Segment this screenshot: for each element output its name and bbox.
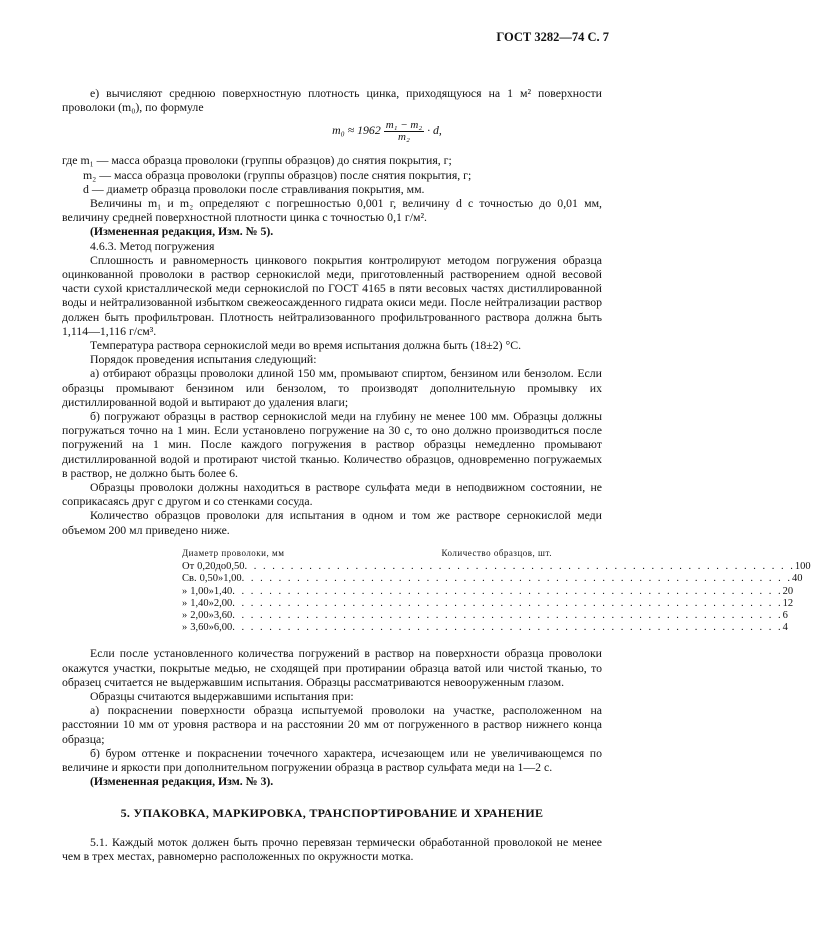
row-from: 1,40	[190, 597, 209, 609]
row-from: 3,60	[190, 622, 209, 634]
paragraph: Температура раствора сернокислой меди во время испытания должна быть (18±2) °С.	[90, 338, 522, 353]
row-to: 6,00	[213, 622, 233, 634]
dot-leader: . . . . . . . . . . . . . . . . . . . . . . . . . . . . . . . . . . . . . . . . . . . . . . . . . . . . . . . . . . . .	[241, 573, 792, 585]
table-row	[182, 585, 794, 598]
row-count: 6	[782, 609, 788, 621]
row-from: 0,50	[199, 573, 218, 585]
row-to: 0,50	[226, 561, 245, 573]
page-header: ГОСТ 3282—74 С. 7	[496, 30, 609, 44]
row-count: 40	[791, 573, 803, 585]
row-prefix: »	[182, 609, 188, 621]
dot-leader: . . . . . . . . . . . . . . . . . . . . . . . . . . . . . . . . . . . . . . . . . . . . . . . . . . . . . . . . . . . .	[232, 585, 783, 597]
row-to: 1,00	[223, 573, 242, 585]
row-prefix: От	[182, 561, 195, 573]
paragraph: а) покраснении поверхности образца испытуемой проволоки на участке, расположенном на расстоянии 10 мм от уровня раствора и на расстоянии 20 мм от погруженного в раствор нижнего конца образца;	[62, 703, 602, 746]
subsection-title: 4.6.3. Метод погружения	[90, 238, 215, 253]
row-to: 3,60	[213, 609, 233, 621]
row-sep: до	[215, 561, 227, 573]
paragraph: 5.1. Каждый моток должен быть прочно перевязан термически обработанной проволокой не менее чем в трех местах, равномерно расположенных по окружности мотка.	[62, 834, 602, 863]
paragraph: Порядок проведения испытания следующий:	[90, 352, 317, 367]
row-to: 1,40	[213, 585, 233, 597]
formula	[172, 120, 602, 143]
row-from: 1,00	[190, 585, 209, 597]
row-count: 12	[782, 597, 794, 609]
dot-leader: . . . . . . . . . . . . . . . . . . . . . . . . . . . . . . . . . . . . . . . . . . . . . . . . . . . . . . . . . . . .	[232, 597, 783, 609]
definition: где m₁ — масса образца проволоки (группы образцов) до снятия покрытия, г;	[62, 153, 452, 168]
paragraph: Сплошность и равномерность цинкового покрытия контролируют методом погружения образца оцинкованной проволоки в раствор сернокислой меди, приготовленный растворением одной весовой части сухой кристаллической меди сернокислой по ГОСТ 4165 в пяти весовых частях дистиллированной воды и нейтрализованной избытком свежеосажденного гидрата окиси меди. После нейтрализации раствор должен быть профильтрован. Плотность нейтрализованного профильтрованного раствора должна быть 1,114—1,116 г/см³.	[62, 252, 602, 338]
row-to: 2,00	[213, 597, 233, 609]
table-row	[182, 597, 794, 610]
section-title: 5. УПАКОВКА, МАРКИРОВКА, ТРАНСПОРТИРОВАНИЕ И ХРАНЕНИЕ	[120, 806, 544, 821]
row-prefix: »	[182, 597, 188, 609]
row-prefix: »	[182, 585, 188, 597]
formula-lhs: m₀ ≈ 1962	[332, 123, 381, 138]
table-row	[182, 573, 803, 585]
row-from: 2,00	[190, 609, 209, 621]
paragraph: б) погружают образцы в раствор сернокислой меди на глубину не менее 100 мм. Образцы должны погружаться точно на 1 мин. Если установлено погружение на 30 с, то оно должно производиться после погружений на 1 мин. После каждого погружения в раствор образцы немедленно промывают дистиллированной водой и протирают чистой тканью. Количество образцов, одновременно погружаемых в раствор, не должно быть более 6.	[62, 409, 602, 480]
row-from: 0,20	[197, 561, 216, 573]
document-body	[62, 86, 811, 863]
edit-note: (Измененная редакция, Изм. № 5).	[90, 224, 274, 239]
edit-note: (Измененная редакция, Изм. № 3).	[90, 774, 274, 789]
formula-numerator: m₁ − m₂	[385, 119, 423, 132]
table-body	[182, 561, 811, 634]
table-row	[182, 609, 788, 622]
table-row	[182, 561, 811, 573]
definition: m₂ — масса образца проволоки (группы образцов) после снятия покрытия, г;	[83, 167, 472, 182]
paragraph: Величины m₁ и m₂ определяют с погрешностью 0,001 г, величину d с точностью до 0,01 мм, величину средней поверхностной плотности цинка с точностью 0,1 г/м².	[62, 196, 602, 225]
paragraph: б) буром оттенке и покраснении точечного характера, исчезающем или не увеличивающемся по величине и яркости при дополнительном погружении образца в раствор сульфата меди на 1—2 с.	[62, 745, 602, 774]
paragraph: Образцы считаются выдержавшими испытания при:	[90, 688, 354, 703]
row-sep: »	[208, 597, 214, 609]
table-header	[182, 547, 552, 559]
row-sep: »	[208, 609, 214, 621]
row-sep: »	[217, 573, 224, 585]
paragraph: а) отбирают образцы проволоки длиной 150 мм, промывают спиртом, бензином или бензолом. Если образцы промывают бензином или бензолом, то производят дополнительную промывку их дистиллированной водой и вытирают до удаления влаги;	[62, 366, 602, 409]
row-sep: »	[208, 585, 214, 597]
column-header-count: Количество образцов, шт.	[441, 547, 552, 558]
paragraph: Если после установленного количества погружений в раствор на поверхности образца проволоки окажутся участки, покрытые медью, не сходящей при протирании образца ватой или чистой тканью, то образец считается не выдержавшим испытания. Образцы рассматриваются невооруженным глазом.	[62, 646, 602, 689]
column-header-diameter: Диаметр проволоки, мм	[182, 547, 285, 558]
samples-table	[182, 547, 811, 634]
formula-denominator: m₂	[398, 131, 410, 144]
row-prefix: »	[182, 622, 188, 634]
paragraph: Образцы проволоки должны находиться в растворе сульфата меди в неподвижном состоянии, не соприкасаясь друг с другом и со стенками сосуда.	[62, 480, 602, 509]
paragraph: е) вычисляют среднюю поверхностную плотность цинка, приходящуюся на 1 м² поверхности проволоки (m₀), по формуле	[62, 86, 602, 115]
row-count: 4	[782, 622, 788, 634]
formula-rhs: · d,	[427, 123, 442, 138]
dot-leader: . . . . . . . . . . . . . . . . . . . . . . . . . . . . . . . . . . . . . . . . . . . . . . . . . . . . . . . . . . . .	[232, 609, 783, 621]
paragraph: Количество образцов проволоки для испытания в одном и том же растворе сернокислой меди объемом 200 мл приведено ниже.	[62, 508, 602, 537]
row-sep: »	[208, 622, 214, 634]
dot-leader: . . . . . . . . . . . . . . . . . . . . . . . . . . . . . . . . . . . . . . . . . . . . . . . . . . . . . . . . . . . .	[232, 622, 783, 634]
dot-leader: . . . . . . . . . . . . . . . . . . . . . . . . . . . . . . . . . . . . . . . . . . . . . . . . . . . . . . . . . . . .	[244, 561, 795, 573]
definition: d — диаметр образца проволоки после стравливания покрытия, мм.	[83, 181, 425, 196]
row-count: 100	[794, 561, 811, 573]
row-prefix: Св.	[182, 573, 197, 585]
row-count: 20	[782, 585, 794, 597]
table-row	[182, 622, 788, 634]
formula-fraction	[384, 120, 424, 143]
